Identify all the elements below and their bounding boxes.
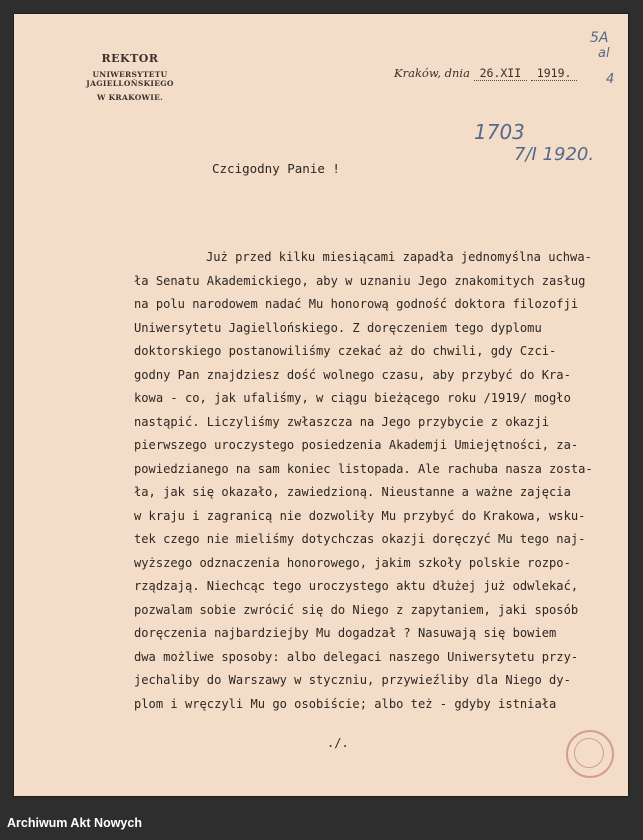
body-line: pozwalam sobie zwrócić się do Niego z zapytaniem, jaki sposób: [134, 602, 579, 617]
continuation-mark: ./.: [327, 736, 349, 750]
dateline-date: 26.XII: [474, 66, 528, 81]
body-line: powiedzianego na sam koniec listopada. Ale rachuba nasza zosta-: [134, 461, 593, 476]
letterhead: [50, 52, 210, 102]
body-line: dwa możliwe sposoby: albo delegaci naszego Uniwersytetu przy-: [134, 649, 579, 664]
body-line: ła, jak się okazało, zawiedzioną. Nieustanne a ważne zajęcia: [134, 485, 571, 499]
letterhead-city: W KRAKOWIE.: [96, 93, 163, 102]
body-line: doktorskiego postanowiliśmy czekać aż do chwili, gdy Czci-: [134, 344, 557, 358]
body-line: w kraju i zagranicą nie dozwoliły Mu przybyć do Krakowa, wsku-: [134, 508, 586, 523]
body-line: na polu narodowem nadać Mu honorową godność doktora filozofji: [134, 297, 579, 311]
handwritten-corner-num: 4: [606, 72, 615, 87]
body-line: wyższego odznaczenia honorowego, jakim szkoły polskie rozpo-: [134, 555, 571, 570]
letterhead-university: UNIWERSYTETU JAGIELLOŃSKIEGO: [86, 70, 174, 88]
letter-body: [134, 246, 616, 716]
body-line: plom i wręczyli Mu go osobiście; albo też - gdyby istniała: [134, 696, 557, 711]
body-line: Już przed kilku miesiącami zapadła jednomyślna uchwa-: [206, 250, 592, 264]
handwritten-corner-mid: al: [598, 46, 610, 61]
body-line: doręczenia najbardziejby Mu dogadzał ? Nasuwają się bowiem: [134, 626, 557, 640]
letterhead-title: REKTOR: [101, 52, 159, 65]
body-line: nastąpić. Liczyliśmy zwłaszcza na Jego przybycie z okazji: [134, 414, 550, 429]
dateline-year: 1919.: [531, 66, 578, 81]
body-line: pierwszego uroczystego posiedzenia Akademji Umiejętności, za-: [134, 438, 579, 452]
footer-bar: [0, 806, 643, 840]
dateline-place: Kraków, dnia: [394, 66, 470, 80]
body-line: tek czego nie mieliśmy dotychczas okazji doręczyć Mu tego naj-: [134, 532, 586, 546]
body-line: rządzają. Niechcąc tego uroczystego aktu dłużej już odwlekać,: [134, 579, 579, 593]
handwritten-registry-number: 1703: [474, 120, 525, 144]
salutation: Czcigodny Panie !: [212, 161, 340, 176]
handwritten-registry-date: 7/I 1920.: [514, 144, 595, 165]
dateline: [394, 66, 577, 81]
document-page: [14, 14, 628, 796]
body-line: jechaliby do Warszawy w styczniu, przywieźliby dla Niego dy-: [134, 673, 571, 687]
archive-stamp-icon: [566, 730, 614, 778]
body-line: Uniwersytetu Jagiellońskiego. Z doręczeniem tego dyplomu: [134, 320, 542, 335]
archive-credit: Archiwum Akt Nowych: [7, 816, 142, 830]
body-line: godny Pan znajdziesz dość wolnego czasu, aby przybyć do Kra-: [134, 367, 571, 382]
body-line: kowa - co, jak ufaliśmy, w ciągu bieżącego roku /1919/ mogło: [134, 391, 571, 405]
handwritten-corner-top: 5A: [590, 30, 609, 46]
body-line: ła Senatu Akademickiego, aby w uznaniu Jego znakomitych zasług: [134, 273, 586, 288]
